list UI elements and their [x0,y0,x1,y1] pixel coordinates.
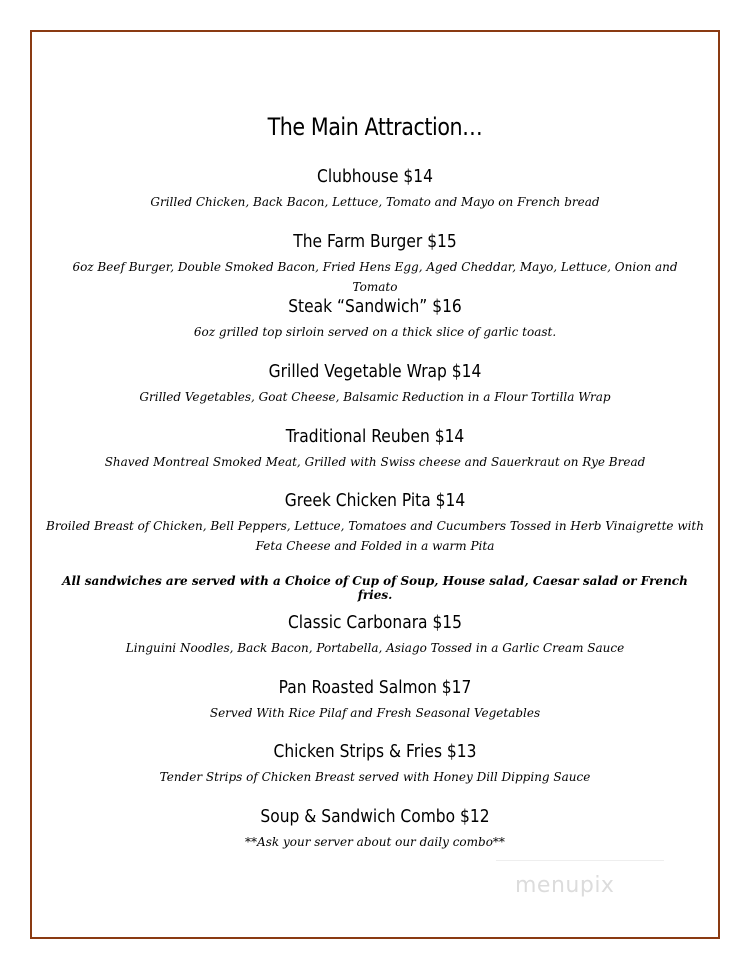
item-name: Clubhouse $14 [317,166,433,187]
item-name: Steak “Sandwich” $16 [288,296,462,317]
item-name: Greek Chicken Pita $14 [284,490,466,511]
item-name: Grilled Vegetable Wrap $14 [268,361,482,382]
item-name: Chicken Strips & Fries $13 [273,741,477,762]
item-description: Served With Rice Pilaf and Fresh Seasonal Vegetables [209,706,541,720]
watermark-logo: menupix [515,873,615,898]
item-name: Classic Carbonara $15 [287,612,463,633]
item-name: Traditional Reuben $14 [285,426,465,447]
item-description: Linguini Noodles, Back Bacon, Portabella, Asiago Tossed in a Garlic Cream Sauce [125,641,625,655]
item-name: Pan Roasted Salmon $17 [278,677,472,698]
item-description: 6oz grilled top sirloin served on a thick slice of garlic toast. [193,325,557,339]
item-name: Soup & Sandwich Combo $12 [260,806,490,827]
item-description: **Ask your server about our daily combo** [245,835,505,849]
item-description: Tender Strips of Chicken Breast served with Honey Dill Dipping Sauce [159,770,591,784]
item-description: Grilled Chicken, Back Bacon, Lettuce, Tomato and Mayo on French bread [150,195,600,209]
item-name: The Farm Burger $15 [293,231,457,252]
item-description: Grilled Vegetables, Goat Cheese, Balsamic Reduction in a Flour Tortilla Wrap [139,390,611,404]
item-description: Broiled Breast of Chicken, Bell Peppers, Lettuce, Tomatoes and Cucumbers Tossed in Herb Vinaigrette with Feta Cheese and Folded in a warm Pita [46,519,704,553]
item-description: Shaved Montreal Smoked Meat, Grilled with Swiss cheese and Sauerkraut on Rye Bread [104,455,646,469]
menu-title: The Main Attraction… [267,113,483,141]
sandwich-sides-note: All sandwiches are served with a Choice of Cup of Soup, House salad, Caesar salad or French fries. [62,574,688,602]
watermark-divider [496,860,664,861]
item-description: 6oz Beef Burger, Double Smoked Bacon, Fried Hens Egg, Aged Cheddar, Mayo, Lettuce, Onion and Tomato [72,260,678,294]
